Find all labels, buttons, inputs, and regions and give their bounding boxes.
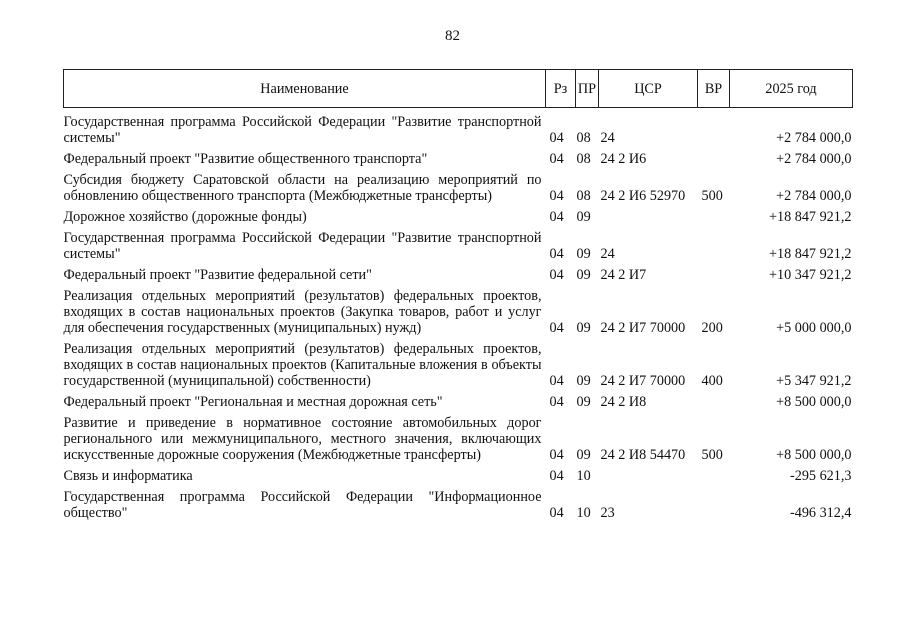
row-csr	[599, 204, 698, 225]
row-name: Субсидия бюджету Саратовской области на реализацию мероприятий по обновлению общественного транспорта (Межбюджетные трансферты)	[63, 172, 542, 204]
header-sum: 2025 год	[730, 70, 853, 108]
row-csr: 24 2 И7 70000	[600, 373, 686, 389]
row-rz: 04	[549, 188, 564, 204]
row-vr	[698, 225, 730, 262]
row-name: Реализация отдельных мероприятий (результатов) федеральных проектов, входящих в состав национальных проектов (Капитальные вложения в объекты государственной (муниципальной) собственности)	[63, 341, 542, 389]
row-csr	[599, 463, 698, 484]
row-vr: 500	[701, 447, 723, 463]
table-row	[64, 336, 853, 389]
row-sum: +5 347 921,2	[776, 373, 852, 389]
row-rz: 04	[549, 468, 564, 484]
row-sum: +5 000 000,0	[776, 320, 852, 336]
row-rz: 04	[549, 505, 564, 521]
row-name: Связь и информатика	[63, 468, 193, 484]
row-csr: 24 2 И6 52970	[600, 188, 686, 204]
header-name: Наименование	[64, 70, 546, 108]
table-body	[64, 108, 853, 522]
table-row	[64, 204, 853, 225]
row-name: Федеральный проект "Развитие общественного транспорта"	[63, 151, 428, 167]
row-vr: 500	[701, 188, 723, 204]
row-rz: 04	[549, 267, 564, 283]
table-row	[64, 410, 853, 463]
budget-table	[63, 69, 853, 521]
table-row	[64, 262, 853, 283]
row-sum: +2 784 000,0	[776, 188, 852, 204]
row-sum: +10 347 921,2	[769, 267, 852, 283]
row-csr: 24 2 И8	[600, 394, 647, 410]
row-csr: 24	[600, 130, 615, 146]
row-vr	[698, 108, 730, 147]
row-name: Федеральный проект "Региональная и местная дорожная сеть"	[63, 394, 443, 410]
row-pr: 08	[576, 188, 591, 204]
table-row	[64, 108, 853, 147]
row-vr: 400	[701, 373, 723, 389]
row-rz: 04	[549, 394, 564, 410]
row-rz: 04	[549, 209, 564, 225]
row-name: Дорожное хозяйство (дорожные фонды)	[63, 209, 307, 225]
header-rz: Рз	[546, 70, 576, 108]
page-number: 82	[445, 28, 460, 44]
row-pr: 08	[576, 130, 591, 146]
row-csr: 24 2 И7 70000	[600, 320, 686, 336]
header-vr: ВР	[698, 70, 730, 108]
header-csr: ЦСР	[599, 70, 698, 108]
row-pr: 09	[576, 209, 591, 225]
row-name: Государственная программа Российской Федерации "Информационное общество"	[63, 489, 542, 521]
row-pr: 09	[576, 373, 591, 389]
table-row	[64, 167, 853, 204]
row-vr	[698, 463, 730, 484]
row-name: Реализация отдельных мероприятий (результатов) федеральных проектов, входящих в состав национальных проектов (Закупка товаров, работ и услуг для обеспечения государственных (муниципальных) нужд)	[63, 288, 542, 336]
row-pr: 09	[576, 447, 591, 463]
row-rz: 04	[549, 130, 564, 146]
row-rz: 04	[549, 447, 564, 463]
row-csr: 24 2 И8 54470	[600, 447, 686, 463]
row-pr: 10	[576, 505, 591, 521]
row-vr	[698, 204, 730, 225]
row-name: Развитие и приведение в нормативное состояние автомобильных дорог регионального или межмуниципального, местного значения, включающих искусственные дорожные сооружения (Межбюджетные трансферты)	[63, 415, 542, 463]
row-pr: 09	[576, 267, 591, 283]
row-sum: -295 621,3	[790, 468, 852, 484]
table-header	[64, 70, 853, 108]
table-row	[64, 146, 853, 167]
table-row	[64, 225, 853, 262]
row-vr	[698, 484, 730, 521]
table-row	[64, 389, 853, 410]
row-sum: +18 847 921,2	[769, 209, 852, 225]
row-sum: +2 784 000,0	[776, 130, 852, 146]
row-pr: 09	[576, 320, 591, 336]
row-sum: +8 500 000,0	[776, 447, 852, 463]
row-name: Федеральный проект "Развитие федеральной сети"	[63, 267, 372, 283]
row-vr	[698, 262, 730, 283]
row-csr: 23	[600, 505, 615, 521]
row-rz: 04	[549, 151, 564, 167]
row-vr	[698, 389, 730, 410]
row-sum: +2 784 000,0	[776, 151, 852, 167]
row-name: Государственная программа Российской Федерации "Развитие транспортной системы"	[63, 230, 542, 262]
row-pr: 09	[576, 394, 591, 410]
row-rz: 04	[549, 246, 564, 262]
row-pr: 09	[576, 246, 591, 262]
row-pr: 08	[576, 151, 591, 167]
header-pr: ПР	[576, 70, 599, 108]
row-csr: 24 2 И7	[600, 267, 647, 283]
header-row	[64, 70, 853, 108]
row-csr: 24 2 И6	[600, 151, 647, 167]
row-sum: -496 312,4	[790, 505, 852, 521]
row-pr: 10	[576, 468, 591, 484]
table-row	[64, 283, 853, 336]
row-name: Государственная программа Российской Федерации "Развитие транспортной системы"	[63, 114, 542, 146]
row-sum: +18 847 921,2	[769, 246, 852, 262]
row-vr: 200	[701, 320, 723, 336]
row-csr: 24	[600, 246, 615, 262]
table-row	[64, 463, 853, 484]
table-row	[64, 484, 853, 521]
row-sum: +8 500 000,0	[776, 394, 852, 410]
row-vr	[698, 146, 730, 167]
row-rz: 04	[549, 373, 564, 389]
row-rz: 04	[549, 320, 564, 336]
